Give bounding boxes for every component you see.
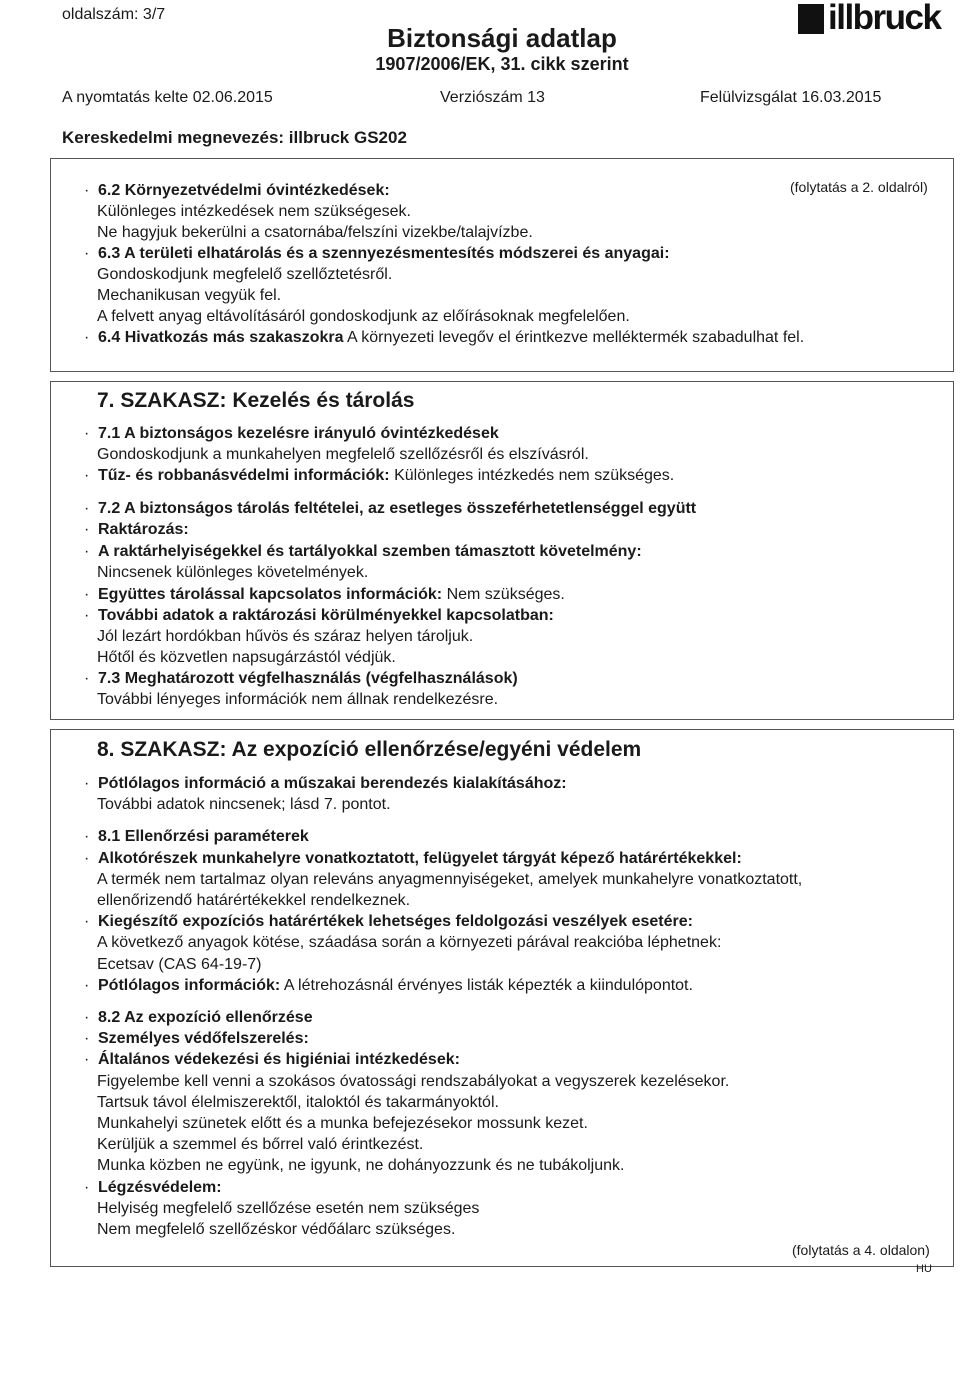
tech-line: További adatok nincsenek; lásd 7. pontot. <box>97 796 391 813</box>
s72-heading: · 7.2 A biztonságos tárolás feltételei, az esetleges összeférhetetlenséggel együtt <box>84 500 697 517</box>
logo-text: illbruck <box>828 0 941 37</box>
logo-mark-icon <box>798 4 824 34</box>
s62-line-1: Különleges intézkedések nem szükségesek. <box>97 203 411 220</box>
comp-line-2: ellenőrizendő határértékekkel rendelkeznek. <box>97 892 411 909</box>
hygiene-line-3: Munkahelyi szünetek előtt és a munka befejezésekor mossunk kezet. <box>97 1115 588 1132</box>
s73-heading: · 7.3 Meghatározott végfelhasználás (végfelhasználások) <box>84 670 518 687</box>
document-subtitle: 1907/2006/EK, 31. cikk szerint <box>375 54 629 74</box>
s64-line: · 6.4 Hivatkozás más szakaszokra A környezeti levegőv el érintkezve melléktermék szabadulhat fel. <box>84 329 805 346</box>
revision-date: Felülvizsgálat 16.03.2015 <box>700 89 882 106</box>
continued-from-note: (folytatás a 2. oldalról) <box>790 179 928 195</box>
section-7-title: 7. SZAKASZ: Kezelés és tárolás <box>97 389 415 412</box>
s81-heading: · 8.1 Ellenőrzési paraméterek <box>84 828 309 845</box>
further-line-1: Jól lezárt hordókban hűvös és száraz helyen tároljuk. <box>97 628 474 645</box>
comp-heading: · Alkotórészek munkahelyre vonatkoztatott, felügyelet tárgyát képező határértékekkel: <box>84 850 742 867</box>
s63-line-1: Gondoskodjunk megfelelő szellőztetésről. <box>97 266 393 283</box>
s63-line-3: A felvett anyag eltávolításáról gondoskodjunk az előírásoknak megfelelően. <box>97 308 630 325</box>
document-title: Biztonsági adatlap <box>387 23 617 53</box>
resp-line-1: Helyiség megfelelő szellőzése esetén nem szükséges <box>97 1200 480 1217</box>
s71-heading: · 7.1 A biztonságos kezelésre irányuló óvintézkedések <box>84 425 499 442</box>
hygiene-line-1: Figyelembe kell venni a szokásos óvatossági rendszabályokat a vegyszerek kezelésekor. <box>97 1073 730 1090</box>
s71-line: Gondoskodjunk a munkahelyen megfelelő szellőzésről és elszívásról. <box>97 446 589 463</box>
language-code: HU <box>916 1263 932 1275</box>
illbruck-logo <box>798 2 960 38</box>
ppe-heading: · Személyes védőfelszerelés: <box>84 1030 309 1047</box>
fire-line: · Tűz- és robbanásvédelmi információk: Különleges intézkedés nem szükséges. <box>84 467 675 484</box>
limits-heading: · Kiegészítő expozíciós határértékek lehetséges feldolgozási veszélyek esetére: <box>84 913 693 930</box>
tech-heading: · Pótlólagos információ a műszakai berendezés kialakításához: <box>84 775 567 792</box>
s62-line-2: Ne hagyjuk bekerülni a csatornába/felszíni vizekbe/talajvízbe. <box>97 224 533 241</box>
resp-line-2: Nem megfelelő szellőzéskor védőálarc szükséges. <box>97 1221 456 1238</box>
further-heading: · További adatok a raktározási körülményekkel kapcsolatban: <box>84 607 554 624</box>
joint-line: · Együttes tárolással kapcsolatos információk: Nem szükséges. <box>84 586 565 603</box>
hygiene-line-2: Tartsuk távol élelmiszerektől, italoktól és takarmányoktól. <box>97 1094 499 1111</box>
storage-heading: · Raktározás: <box>84 521 189 538</box>
req-line: Nincsenek különleges követelmények. <box>97 564 369 581</box>
print-date: A nyomtatás kelte 02.06.2015 <box>62 89 273 106</box>
trade-name: Kereskedelmi megnevezés: illbruck GS202 <box>62 128 407 147</box>
s82-heading: · 8.2 Az expozíció ellenőrzése <box>84 1009 313 1026</box>
version-number: Verziószám 13 <box>440 89 545 106</box>
addinfo-line: · Pótlólagos információk: A létrehozásnál érvényes listák képezték a kiindulópontot. <box>84 977 693 994</box>
s63-heading: · 6.3 A területi elhatárolás és a szennyezésmentesítés módszerei és anyagai: <box>84 245 670 262</box>
hygiene-heading: · Általános védekezési és higiéniai intézkedések: <box>84 1051 460 1068</box>
page-number: oldalszám: 3/7 <box>62 6 166 23</box>
comp-line-1: A termék nem tartalmaz olyan releváns anyagmennyiségeket, amelyek munkahelyre vonatkoztatott, <box>97 871 803 888</box>
limits-line-1: A következő anyagok kötése, száadása során a környezeti párával reakcióba léphetnek: <box>97 934 722 951</box>
section-8-title: 8. SZAKASZ: Az expozíció ellenőrzése/egyéni védelem <box>97 738 642 761</box>
limits-line-2: Ecetsav (CAS 64-19-7) <box>97 956 262 973</box>
s62-heading: · 6.2 Környezetvédelmi óvintézkedések: <box>84 182 390 199</box>
s73-line: További lényeges információk nem állnak rendelkezésre. <box>97 691 499 708</box>
continued-to-note: (folytatás a 4. oldalon) <box>792 1242 930 1258</box>
hygiene-line-5: Munka közben ne együnk, ne igyunk, ne dohányozzunk és ne tubákoljunk. <box>97 1157 625 1174</box>
further-line-2: Hőtől és közvetlen napsugárzástól védjük. <box>97 649 396 666</box>
resp-heading: · Légzésvédelem: <box>84 1179 222 1196</box>
hygiene-line-4: Kerüljük a szemmel és bőrrel való érintkezést. <box>97 1136 424 1153</box>
s63-line-2: Mechanikusan vegyük fel. <box>97 287 282 304</box>
req-heading: · A raktárhelyiségekkel és tartályokkal szemben támasztott követelmény: <box>84 543 642 560</box>
